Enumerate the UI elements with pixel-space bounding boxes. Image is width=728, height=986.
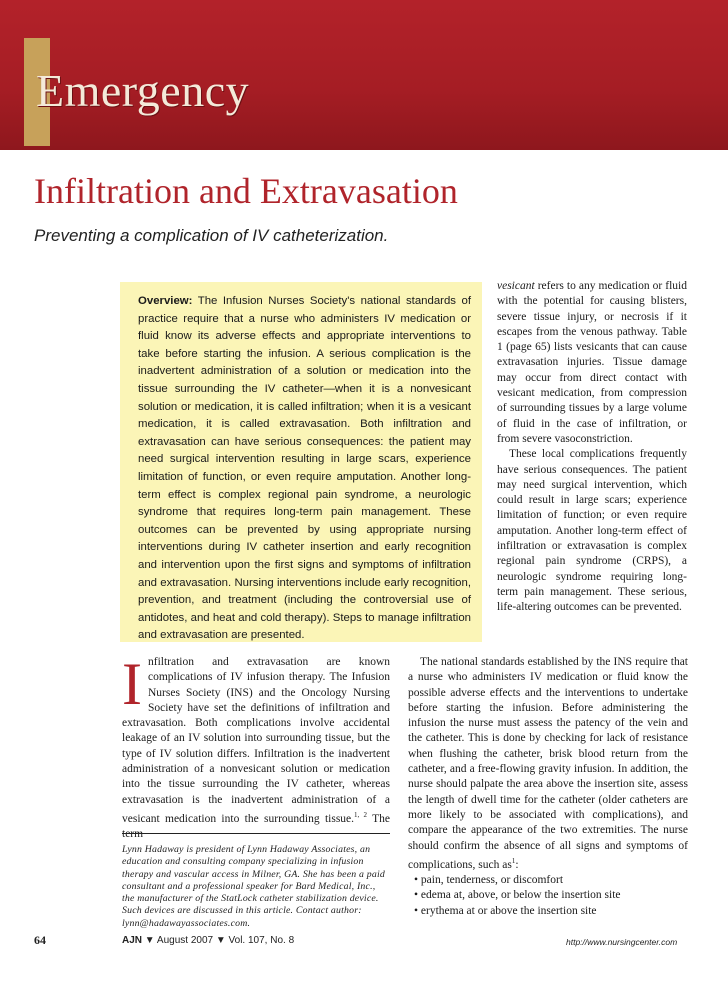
mid-paragraph-text: The national standards established by the INS require that a nurse who administers IV medication or fluid know the possible adverse effects and the interventions to undertake before starting the infusion. Before administering the infusion the nurse must assess the patency of the vein and the catheter. This is done by checking for lack of resistance when flushing the catheter, brisk blood return from the catheter, and a free-flowing gravity infusion. In addition, the nurse should palpate the area above the insertion site, assess the length of dwell time for the catheter (older catheters are more likely to be associated with complications), and compare the appearance of the two extremities. The nurse should confirm the absence of all signs and symptoms of complications, such as (408, 656, 688, 871)
article-subtitle: Preventing a complication of IV catheterization. (34, 226, 389, 245)
section-banner (0, 0, 728, 150)
overview-body: The Infusion Nurses Society's national standards of practice require that a nurse who administers IV medication or fluid know its adverse effects and appropriate interventions to take before starting the infusion. A serious complication is the inadvertent administration of a solution or medication into the tissue surrounding the IV catheter—when it is a nonvesicant solution or medication, it is called infiltration; when it is a vesicant medication, it is called extravasation. Both infiltration and extravasation can have serious consequences: the patient may need surgical intervention resulting in large scars, experience limitation of function, or even require amputation. Another long-term effect is complex regional pain syndrome, a neurologic syndrome that requires long-term pain management. These outcomes can be prevented by using appropriate nursing interventions during IV catheter insertion and early recognition and intervention upon the first signs and symptoms of infiltration and extravasation. Nursing interventions include early recognition, prevention, and treatment (including the controversial use of antidotes, and heat and cold therapy). Steps to manage infiltration and extravasation are presented. (138, 295, 471, 642)
right-paragraph-1: refers to any medication or fluid with the potential for causing blisters, severe tissue injury, or necrosis if it escapes from the venous pathway. Table 1 (page 65) lists vesicants that can cause extravasation injuries. Tissue damage may occur from direct contact with vesicant medication, from compression of surrounding tissues by a large volume of fluid in the case of infiltration, or from severe vasoconstriction. (497, 280, 687, 445)
citation-ref: 1 (511, 856, 516, 865)
journal-issue: ▼ August 2007 ▼ Vol. 107, No. 8 (144, 935, 295, 946)
article-title: Infiltration and Extravasation (34, 171, 458, 211)
mid-paragraph (408, 655, 688, 873)
bio-divider (122, 833, 390, 834)
right-column-top (497, 279, 687, 616)
page-number: 64 (34, 933, 46, 947)
middle-column (408, 655, 688, 919)
journal-name: AJN (122, 935, 143, 946)
overview-text (138, 293, 471, 645)
left-column (122, 651, 391, 842)
journal-info (122, 935, 294, 946)
list-item: • pain, tenderness, or discomfort (414, 873, 564, 886)
symptom-list (408, 873, 688, 919)
left-paragraph: nfiltration and extravasation are known complications of IV infusion therapy. The Infusion Nurses Society (INS) and the Oncology Nursing Society have set the definitions of infiltration and extravasation. Both complications involve accidental leakage of an IV solution into surrounding tissue, but the type of IV solution differs. Infiltration is the inadvertent administration of a nonvesicant solution or medication into the tissue surrounding the IV catheter, whereas extravasation is the inadvertent administration of a vesicant medication into the surrounding tissue. (122, 656, 390, 825)
overview-label: Overview: (138, 295, 193, 307)
footer-url[interactable]: http://www.nursingcenter.com (566, 937, 678, 947)
right-paragraph-2: These local complications frequently have serious consequences. The patient may need surgical intervention, which could result in large scars; experience limitation of function; or even require amputation. Another long-term effect of infiltration or extravasation is complex regional pain syndrome (CRPS), a neurologic syndrome requiring long-term pain management. These serious, life-altering outcomes can be prevented. (497, 448, 687, 614)
citation-ref: 1, 2 (354, 810, 367, 819)
author-bio: Lynn Hadaway is president of Lynn Hadaway Associates, an education and consulting company specializing in infusion therapy and vascular access in Milner, GA. She has been a paid consultant and a professional speaker for Bard Medical, Inc., the manufacturer of the StatLock catheter stabilization device. Such devices are discussed in this article. Contact author: lynn@hadawayassociates.com. (122, 844, 385, 929)
left-paragraph-tail: The term (122, 812, 391, 841)
drop-cap: I (122, 651, 142, 717)
list-item: • edema at, above, or below the insertion site (414, 889, 621, 902)
mid-colon: : (515, 858, 519, 871)
section-title: Emergency (36, 65, 250, 116)
list-item: • erythema at or above the insertion site (414, 904, 597, 917)
vesicant-term: vesicant (497, 280, 535, 292)
